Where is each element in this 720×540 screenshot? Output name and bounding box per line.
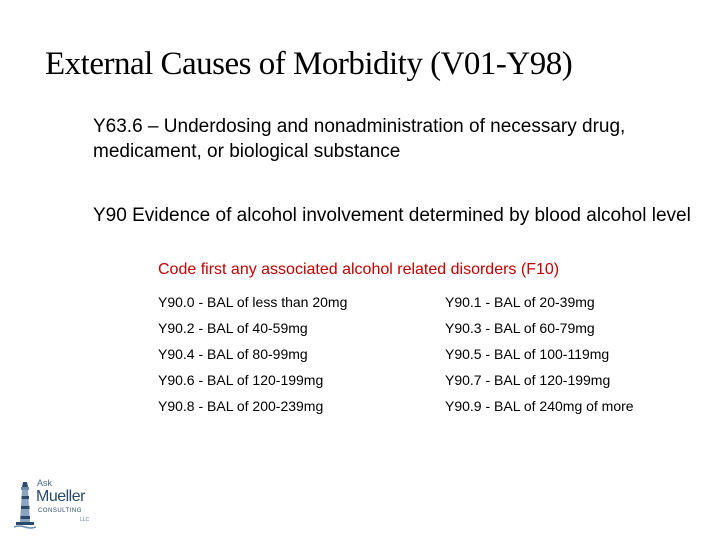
company-logo — [14, 478, 92, 530]
logo-text-consulting: CONSULTING — [38, 508, 82, 514]
codes-left-column — [158, 289, 347, 419]
codes-right-column — [445, 289, 634, 419]
logo-text-mueller: Mueller — [36, 488, 85, 505]
code-item: Y90.9 - BAL of 240mg of more — [445, 398, 634, 414]
logo-text-ask: Ask — [37, 478, 53, 488]
code-first-note: Code first any associated alcohol related disorders (F10) — [158, 261, 560, 278]
lighthouse-icon — [14, 478, 36, 530]
code-item: Y90.2 - BAL of 40-59mg — [158, 320, 308, 336]
code-item: Y90.5 - BAL of 100-119mg — [445, 346, 610, 362]
code-item: Y90.1 - BAL of 20-39mg — [445, 294, 595, 310]
code-item: Y90.4 - BAL of 80-99mg — [158, 346, 308, 362]
code-item: Y90.3 - BAL of 60-79mg — [445, 320, 595, 336]
code-item: Y90.0 - BAL of less than 20mg — [158, 294, 348, 310]
paragraph-y90: Y90 Evidence of alcohol involvement determined by blood alcohol level — [93, 205, 691, 226]
code-item: Y90.6 - BAL of 120-199mg — [158, 372, 324, 388]
code-item: Y90.8 - BAL of 200-239mg — [158, 398, 324, 414]
page-title: External Causes of Morbidity (V01-Y98) — [45, 46, 573, 82]
paragraph-y63-6: Y63.6 – Underdosing and nonadministration of necessary drug, medicament, or biological substance — [93, 116, 626, 162]
logo-lettering — [36, 478, 90, 530]
code-item: Y90.7 - BAL of 120-199mg — [445, 372, 611, 388]
logo-text-llc: LLC — [80, 517, 90, 523]
